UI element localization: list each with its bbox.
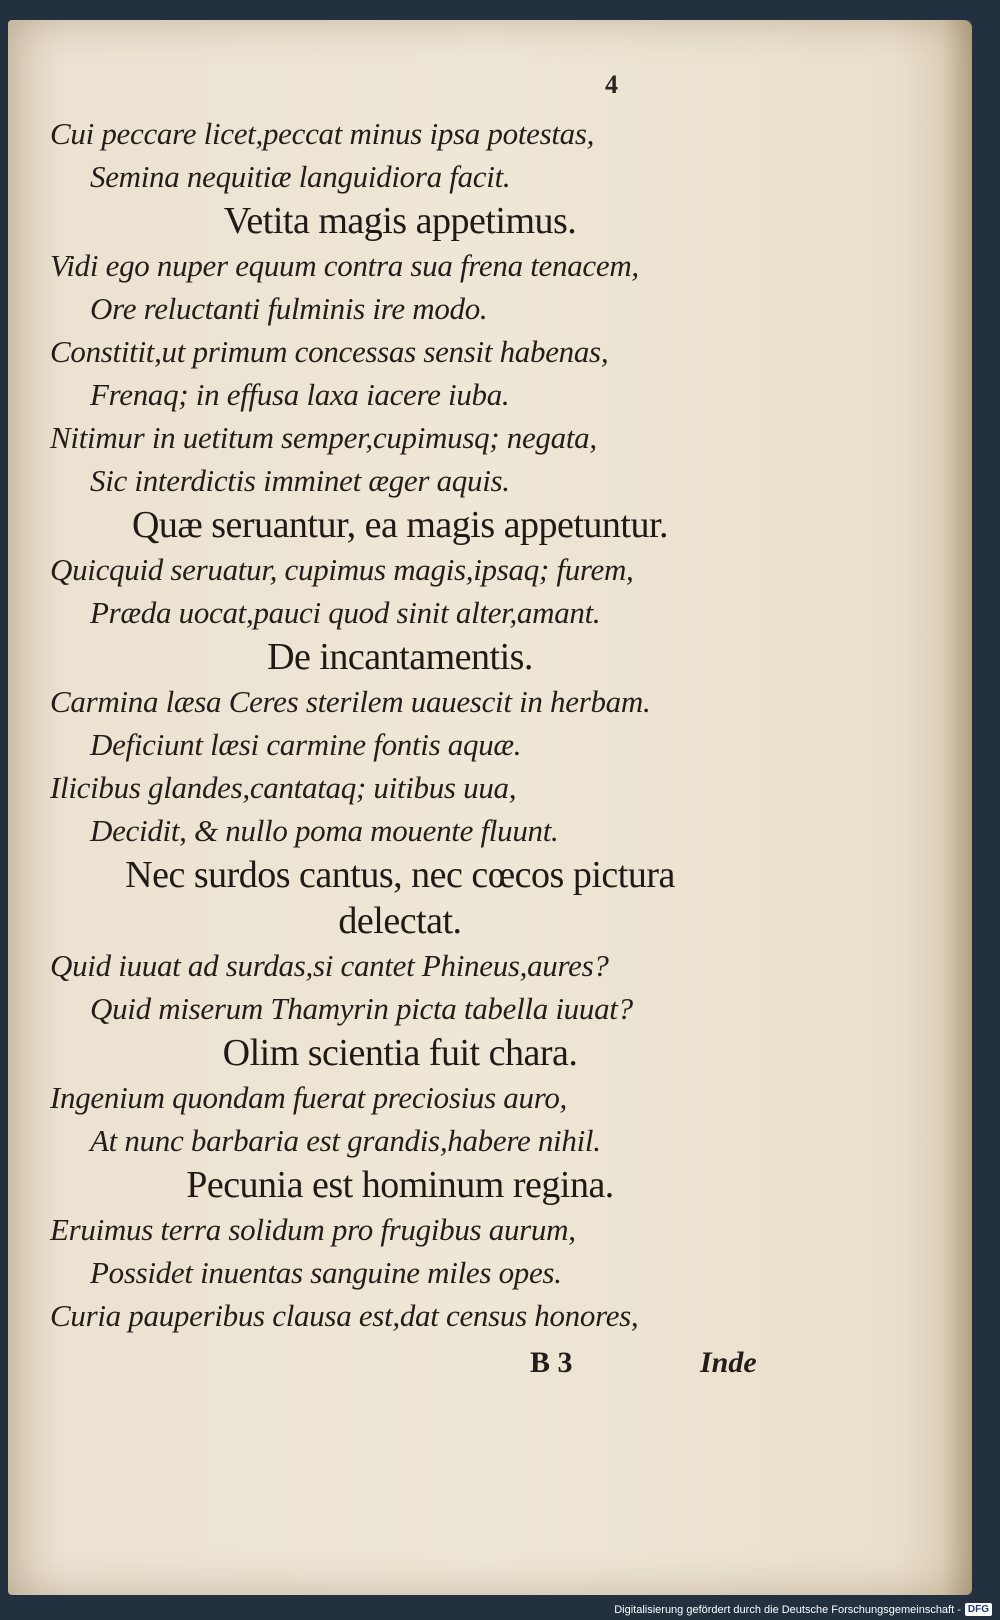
verse-line: Sic interdictis imminet æger aquis. <box>90 463 510 498</box>
verse-line: Quid miserum Thamyrin picta tabella iuuat? <box>90 991 633 1026</box>
verse-line: Carmina læsa Ceres sterilem uauescit in herbam. <box>50 684 651 719</box>
verse-line: Cui peccare licet,peccat minus ipsa potestas, <box>50 116 595 151</box>
verse-line: Ilicibus glandes,cantataq; uitibus uua, <box>50 770 517 805</box>
verse-line: Quicquid seruatur, cupimus magis,ipsaq; furem, <box>50 552 634 587</box>
verse-line: Deficiunt læsi carmine fontis aquæ. <box>90 727 522 762</box>
verse-line: Vidi ego nuper equum contra sua frena tenacem, <box>50 248 639 283</box>
section-heading: Quæ seruantur, ea magis appetuntur. <box>131 504 669 546</box>
dfg-logo: DFG <box>965 1603 992 1616</box>
gathering-signature: B 3 <box>530 1346 573 1379</box>
verse-line: Possidet inuentas sanguine miles opes. <box>90 1255 562 1290</box>
page-footer <box>0 1346 1000 1386</box>
verse-line: Semina nequitiæ languidiora facit. <box>90 159 511 194</box>
verse-line: At nunc barbaria est grandis,habere nihil. <box>90 1123 601 1158</box>
verse-line: Constitit,ut primum concessas sensit habenas, <box>50 334 609 369</box>
verse-line: Quid iuuat ad surdas,si cantet Phineus,aures? <box>50 948 609 983</box>
digitization-credit <box>614 1603 992 1616</box>
section-heading: De incantamentis. <box>267 636 533 678</box>
section-heading: Nec surdos cantus, nec cœcos pictura <box>125 854 675 896</box>
section-heading: Olim scientia fuit chara. <box>222 1032 578 1074</box>
section-heading: delectat. <box>338 900 462 942</box>
verse-line: Ore reluctanti fulminis ire modo. <box>90 291 488 326</box>
verse-line: Præda uocat,pauci quod sinit alter,amant. <box>90 595 601 630</box>
section-heading: Vetita magis appetimus. <box>223 200 577 242</box>
verse-line: Ingenium quondam fuerat preciosius auro, <box>50 1080 567 1115</box>
page-text <box>50 112 750 1337</box>
verse-line: Curia pauperibus clausa est,dat census honores, <box>50 1298 639 1333</box>
verse-line: Nitimur in uetitum semper,cupimusq; negata, <box>50 420 597 455</box>
catchword: Inde <box>700 1346 757 1379</box>
verse-line: Frenaq; in effusa laxa iacere iuba. <box>90 377 510 412</box>
credit-text: Digitalisierung gefördert durch die Deutsche Forschungsgemeinschaft - <box>614 1603 961 1616</box>
section-heading: Pecunia est hominum regina. <box>186 1164 614 1206</box>
verse-line: Eruimus terra solidum pro frugibus aurum, <box>50 1212 576 1247</box>
verse-line: Decidit, & nullo poma mouente fluunt. <box>90 813 559 848</box>
signature-mark: 4 <box>605 70 618 99</box>
